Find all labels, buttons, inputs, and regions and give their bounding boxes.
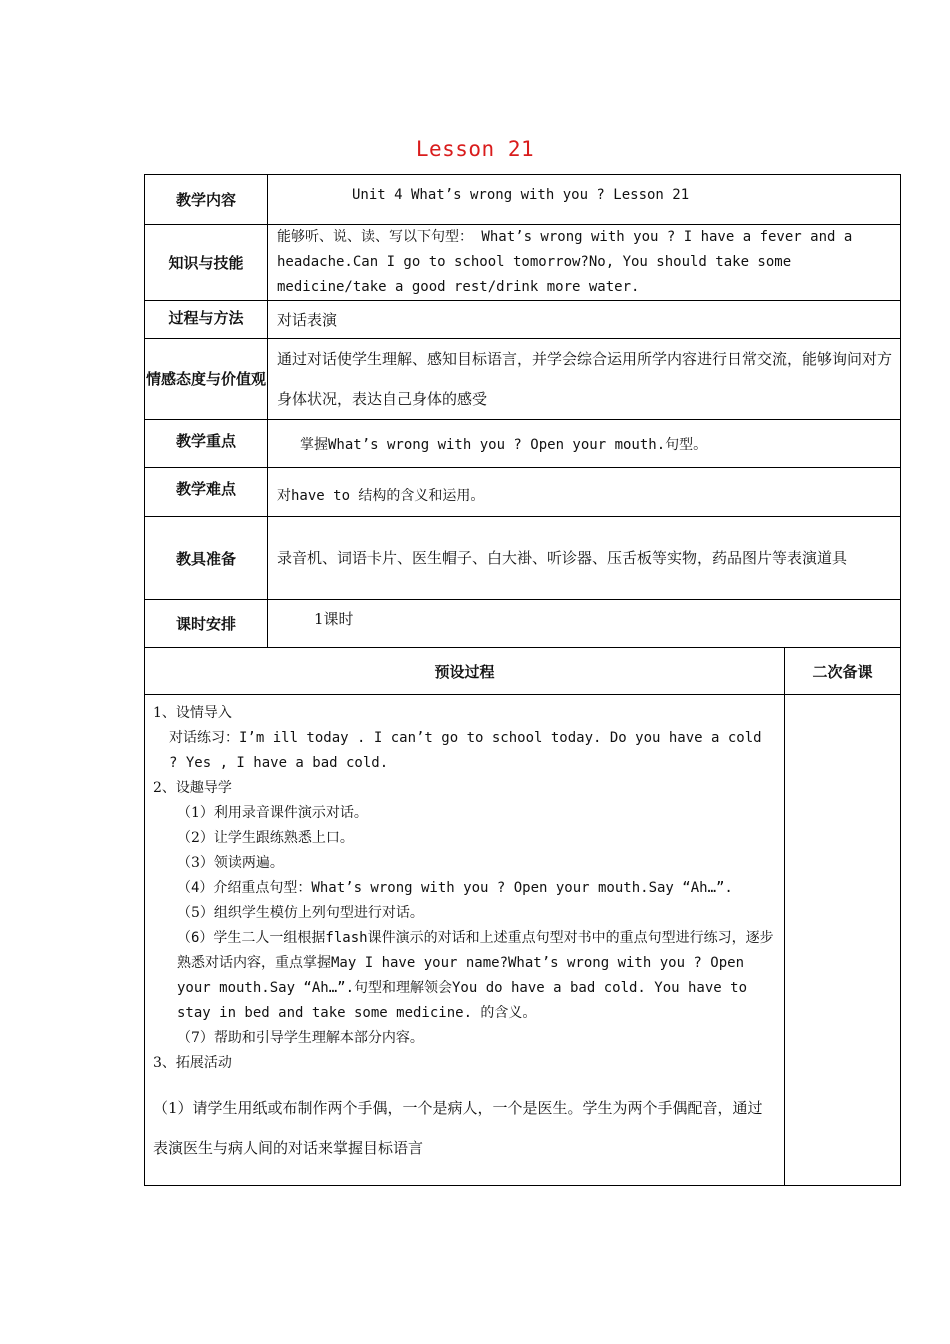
process-header: 预设过程 (145, 648, 785, 695)
process-line: （6）学生二人一组根据flash课件演示的对话和上述重点句型对书中的重点句型进行练习，逐步熟悉对话内容，重点掌握May I have your name?What’s wrong with you ? Open your mouth.Say “Ah…”.句型和理解领会You do have a bad cold. You have to stay in bed and take some medicine. 的含义。 (177, 930, 774, 1021)
row-value: 能够听、说、读、写以下句型： What’s wrong with you ? I have a fever and a headache.Can I go to school tomorrow?No, You should take some medicine/take a good rest/drink more water. (268, 225, 901, 301)
row-value: 对话表演 (268, 301, 901, 339)
row-label: 情感态度与价值观 (145, 339, 268, 420)
row-label: 课时安排 (145, 600, 268, 648)
process-line: 3、拓展活动 (153, 1055, 232, 1071)
process-line: （2）让学生跟练熟悉上口。 (177, 830, 354, 846)
row-schedule (145, 600, 901, 648)
row-value: 1课时 (268, 600, 901, 648)
row-materials (145, 517, 901, 600)
row-method (145, 301, 901, 339)
row-label: 教学重点 (145, 420, 268, 468)
process-line: （1）利用录音课件演示对话。 (177, 805, 368, 821)
row-value: 掌握What’s wrong with you ? Open your mouth.句型。 (268, 420, 901, 468)
process-row (145, 695, 901, 1186)
process-line: 2、设趣导学 (153, 780, 232, 796)
row-skills (145, 225, 901, 301)
row-key-point (145, 420, 901, 468)
process-content (145, 695, 785, 1186)
process-line: 1、设情导入 (153, 705, 232, 721)
row-value: 对have to 结构的含义和运用。 (268, 468, 901, 517)
process-line: （5）组织学生模仿上列句型进行对话。 (177, 905, 424, 921)
row-label: 知识与技能 (145, 225, 268, 301)
process-line: 对话练习：I’m ill today . I can’t go to school today. Do you have a cold ? Yes , I have a bad cold. (169, 730, 762, 771)
row-attitude (145, 339, 901, 420)
row-label: 教具准备 (145, 517, 268, 600)
row-label: 教学难点 (145, 468, 268, 517)
notes-header: 二次备课 (785, 648, 901, 695)
row-content (145, 175, 901, 225)
row-value: 通过对话使学生理解、感知目标语言，并学会综合运用所学内容进行日常交流，能够询问对方身体状况，表达自己身体的感受 (268, 339, 901, 420)
process-line: （1）请学生用纸或布制作两个手偶，一个是病人，一个是医生。学生为两个手偶配音，通过表演医生与病人间的对话来掌握目标语言 (153, 1099, 763, 1157)
row-value: 录音机、词语卡片、医生帽子、白大褂、听诊器、压舌板等实物，药品图片等表演道具 (268, 517, 901, 600)
process-line: （4）介绍重点句型：What’s wrong with you ? Open your mouth.Say “Ah…”. (177, 880, 733, 896)
lesson-title: Lesson 21 (415, 137, 535, 161)
process-header-row (145, 648, 901, 695)
row-value: Unit 4 What’s wrong with you ? Lesson 21 (268, 175, 901, 225)
notes-content (785, 695, 901, 1186)
lesson-plan-table (144, 174, 901, 1186)
process-line: （7）帮助和引导学生理解本部分内容。 (177, 1030, 424, 1046)
row-difficulty (145, 468, 901, 517)
row-label: 过程与方法 (145, 301, 268, 339)
row-label: 教学内容 (145, 175, 268, 225)
process-line: （3）领读两遍。 (177, 855, 284, 871)
